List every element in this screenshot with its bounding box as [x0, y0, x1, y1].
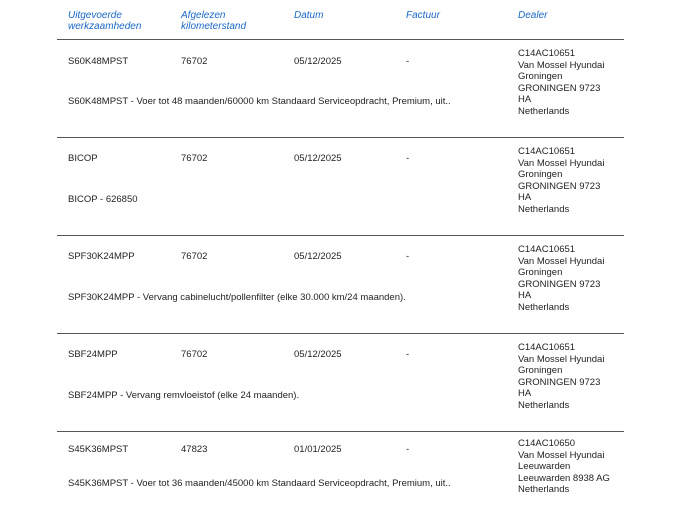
dealer-line: Van Mossel Hyundai	[518, 353, 605, 365]
header-datum: Datum	[294, 10, 324, 21]
record-invoice: -	[406, 349, 410, 360]
dealer-line: GRONINGEN 9723	[518, 82, 601, 94]
dealer-line: GRONINGEN 9723	[518, 376, 601, 388]
record-code: SPF30K24MPP	[68, 251, 135, 262]
record-km: 76702	[181, 153, 208, 164]
row-separator	[57, 333, 624, 334]
record-invoice: -	[406, 251, 410, 262]
record-date: 05/12/2025	[294, 153, 342, 164]
header-werkzaamheden: Uitgevoerde werkzaamheden	[68, 10, 142, 32]
dealer-line: C14AC10651	[518, 146, 576, 157]
dealer-line: Netherlands	[518, 399, 570, 411]
table-header	[0, 10, 685, 40]
dealer-line: Van Mossel Hyundai	[518, 59, 605, 71]
dealer-line: HA	[518, 388, 532, 399]
record-invoice: -	[406, 56, 410, 67]
dealer-line: Leeuwarden	[518, 461, 571, 472]
record-km: 76702	[181, 349, 208, 360]
dealer-line: Netherlands	[518, 203, 570, 215]
row-separator	[57, 431, 624, 432]
dealer-line: HA	[518, 94, 532, 105]
dealer-line: C14AC10651	[518, 342, 576, 353]
dealer-line: Netherlands	[518, 105, 570, 117]
record-description: S45K36MPST - Voer tot 36 maanden/45000 km Standaard Serviceopdracht, Premium, uit..	[68, 478, 451, 489]
dealer-line: Van Mossel Hyundai	[518, 449, 605, 461]
dealer-line: GRONINGEN 9723	[518, 180, 601, 192]
record-date: 05/12/2025	[294, 56, 342, 67]
record-description: BICOP - 626850	[68, 194, 138, 205]
dealer-line: Netherlands	[518, 301, 570, 313]
dealer-line: Groningen	[518, 365, 563, 376]
dealer-line: C14AC10650	[518, 438, 576, 449]
record-code: SBF24MPP	[68, 349, 118, 360]
dealer-line: Netherlands	[518, 484, 570, 495]
record-km: 76702	[181, 56, 208, 67]
record-dealer	[518, 342, 638, 411]
record-date: 01/01/2025	[294, 444, 342, 455]
record-invoice: -	[406, 153, 410, 164]
dealer-line: C14AC10651	[518, 48, 576, 59]
row-separator	[57, 39, 624, 40]
dealer-line: HA	[518, 290, 532, 301]
dealer-line: Groningen	[518, 169, 563, 180]
record-description: SBF24MPP - Vervang remvloeistof (elke 24 maanden).	[68, 390, 300, 401]
header-kilometerstand: Afgelezen kilometerstand	[181, 10, 247, 32]
dealer-line: C14AC10651	[518, 244, 576, 255]
dealer-line: GRONINGEN 9723	[518, 278, 601, 290]
dealer-line: Van Mossel Hyundai	[518, 255, 605, 267]
record-dealer	[518, 146, 638, 215]
record-km: 76702	[181, 251, 208, 262]
record-dealer	[518, 244, 638, 313]
record-code: BICOP	[68, 153, 98, 164]
record-code: S60K48MPST	[68, 56, 129, 67]
record-code: S45K36MPST	[68, 444, 129, 455]
record-invoice: -	[406, 444, 410, 455]
header-factuur: Factuur	[406, 10, 440, 21]
dealer-line: Leeuwarden 8938 AG	[518, 472, 610, 484]
row-separator	[57, 235, 624, 236]
record-date: 05/12/2025	[294, 349, 342, 360]
row-separator	[57, 137, 624, 138]
dealer-line: HA	[518, 192, 532, 203]
dealer-line: Van Mossel Hyundai	[518, 157, 605, 169]
dealer-line: Groningen	[518, 267, 563, 278]
record-description: S60K48MPST - Voer tot 48 maanden/60000 km Standaard Serviceopdracht, Premium, uit..	[68, 96, 451, 107]
record-description: SPF30K24MPP - Vervang cabinelucht/pollenfilter (elke 30.000 km/24 maanden).	[68, 292, 406, 303]
record-date: 05/12/2025	[294, 251, 342, 262]
record-dealer	[518, 48, 638, 117]
dealer-line: Groningen	[518, 71, 563, 82]
record-km: 47823	[181, 444, 208, 455]
header-dealer: Dealer	[518, 10, 548, 21]
record-dealer	[518, 438, 638, 496]
